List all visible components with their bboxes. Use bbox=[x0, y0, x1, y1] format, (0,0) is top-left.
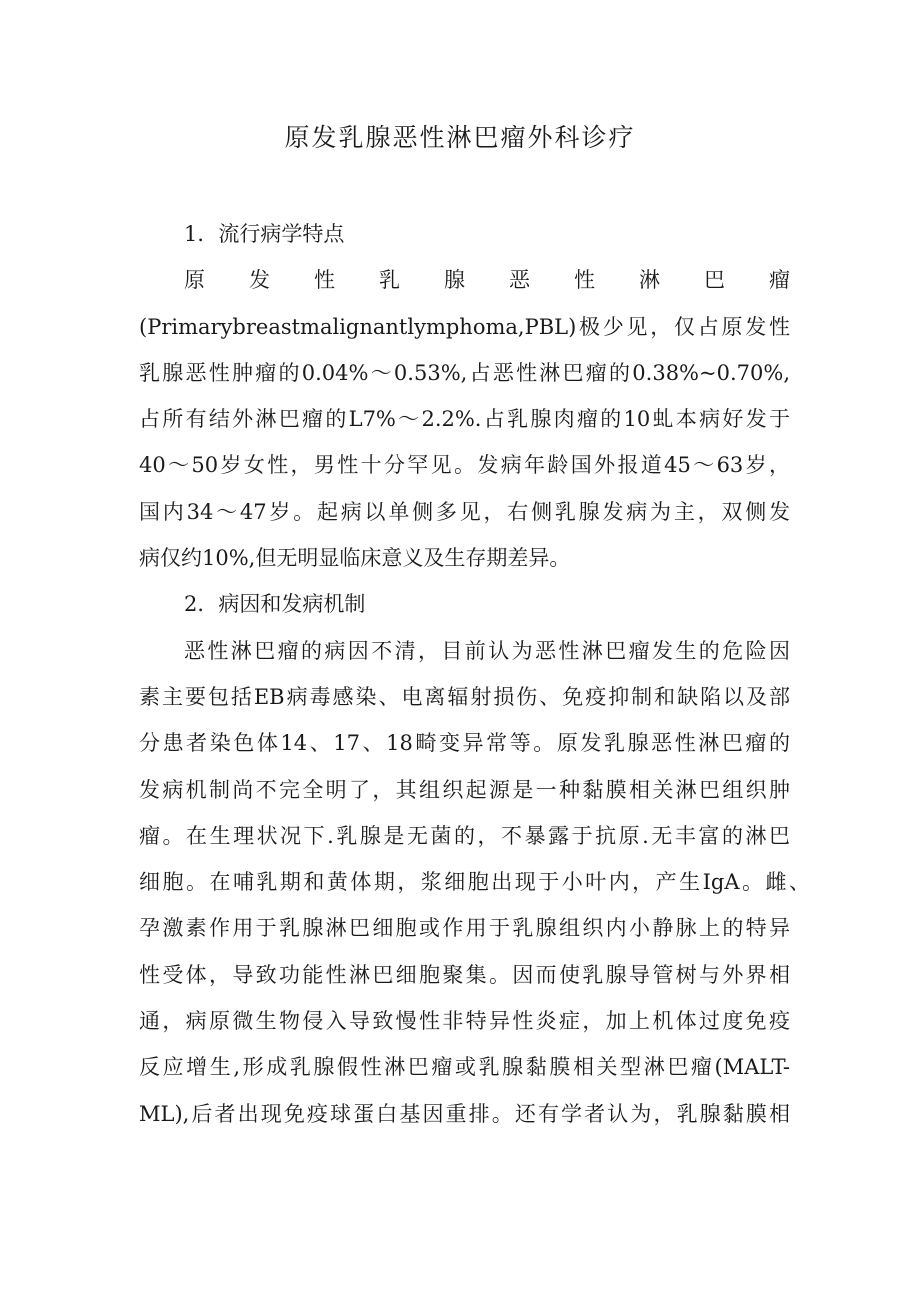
text-char: 恶 bbox=[509, 268, 530, 293]
paragraph-line: 性受体，导致功能性淋巴细胞聚集。因而使乳腺导管树与外界相 bbox=[139, 962, 790, 987]
section-heading: 2．病因和发病机制 bbox=[184, 592, 366, 617]
paragraph-line: 40～50岁女性，男性十分罕见。发病年龄国外报道45～63岁， bbox=[139, 453, 790, 478]
paragraph-line: 细胞。在哺乳期和黄体期，浆细胞出现于小叶内，产生IgA。雌、 bbox=[139, 870, 810, 895]
paragraph-line: 国内34～47岁。起病以单侧多见，右侧乳腺发病为主，双侧发 bbox=[139, 499, 790, 524]
paragraph-first-line bbox=[139, 257, 790, 303]
paragraph-line: 占所有结外淋巴瘤的L7%～2.2%.占乳腺肉瘤的10虬本病好发于 bbox=[139, 407, 790, 432]
paragraph-line: 恶性淋巴瘤的病因不清，目前认为恶性淋巴瘤发生的危险因 bbox=[184, 638, 790, 663]
text-char: 原 bbox=[184, 268, 205, 293]
document-body bbox=[139, 211, 810, 1137]
paragraph-line: 孕激素作用于乳腺淋巴细胞或作用于乳腺组织内小静脉上的特异 bbox=[139, 916, 790, 941]
document-title: 原发乳腺恶性淋巴瘤外科诊疗 bbox=[284, 123, 636, 152]
text-char: 乳 bbox=[379, 268, 400, 293]
paragraph-line: 通，病原微生物侵入导致慢性非特异性炎症，加上机体过度免疫 bbox=[139, 1009, 790, 1034]
paragraph-line: (Primarybreastmalignantlymphoma,PBL)极少见，仅占原发性 bbox=[139, 314, 790, 339]
section-heading: 1．流行病学特点 bbox=[184, 222, 345, 246]
paragraph-line: 病仅约10%,但无明显临床意义及生存期差异。 bbox=[139, 546, 571, 571]
paragraph-line: 素主要包括EB病毒感染、电离辐射损伤、免疫抑制和缺陷以及部 bbox=[139, 684, 790, 709]
text-char: 性 bbox=[314, 268, 335, 293]
text-char: 性 bbox=[574, 268, 595, 293]
paragraph-line: 分患者染色体14、17、18畸变异常等。原发乳腺恶性淋巴瘤的 bbox=[139, 731, 790, 756]
paragraph-line: 反应增生,形成乳腺假性淋巴瘤或乳腺黏膜相关型淋巴瘤(MALT- bbox=[139, 1055, 790, 1080]
paragraph-line: 发病机制尚不完全明了，其组织起源是一种黏膜相关淋巴组织肿 bbox=[139, 777, 790, 802]
text-char: 发 bbox=[249, 268, 270, 293]
text-char: 淋 bbox=[639, 268, 660, 293]
text-char: 腺 bbox=[444, 268, 465, 293]
paragraph-line: 瘤。在生理状况下.乳腺是无菌的，不暴露于抗原.无丰富的淋巴 bbox=[139, 823, 790, 848]
text-char: 巴 bbox=[704, 268, 725, 293]
paragraph-line: ML),后者出现免疫球蛋白基因重排。还有学者认为，乳腺黏膜相 bbox=[139, 1101, 790, 1126]
text-char: 瘤 bbox=[769, 268, 790, 293]
paragraph-line: 乳腺恶性肿瘤的0.04%～0.53%,占恶性淋巴瘤的0.38%~0.70%, bbox=[139, 360, 790, 385]
